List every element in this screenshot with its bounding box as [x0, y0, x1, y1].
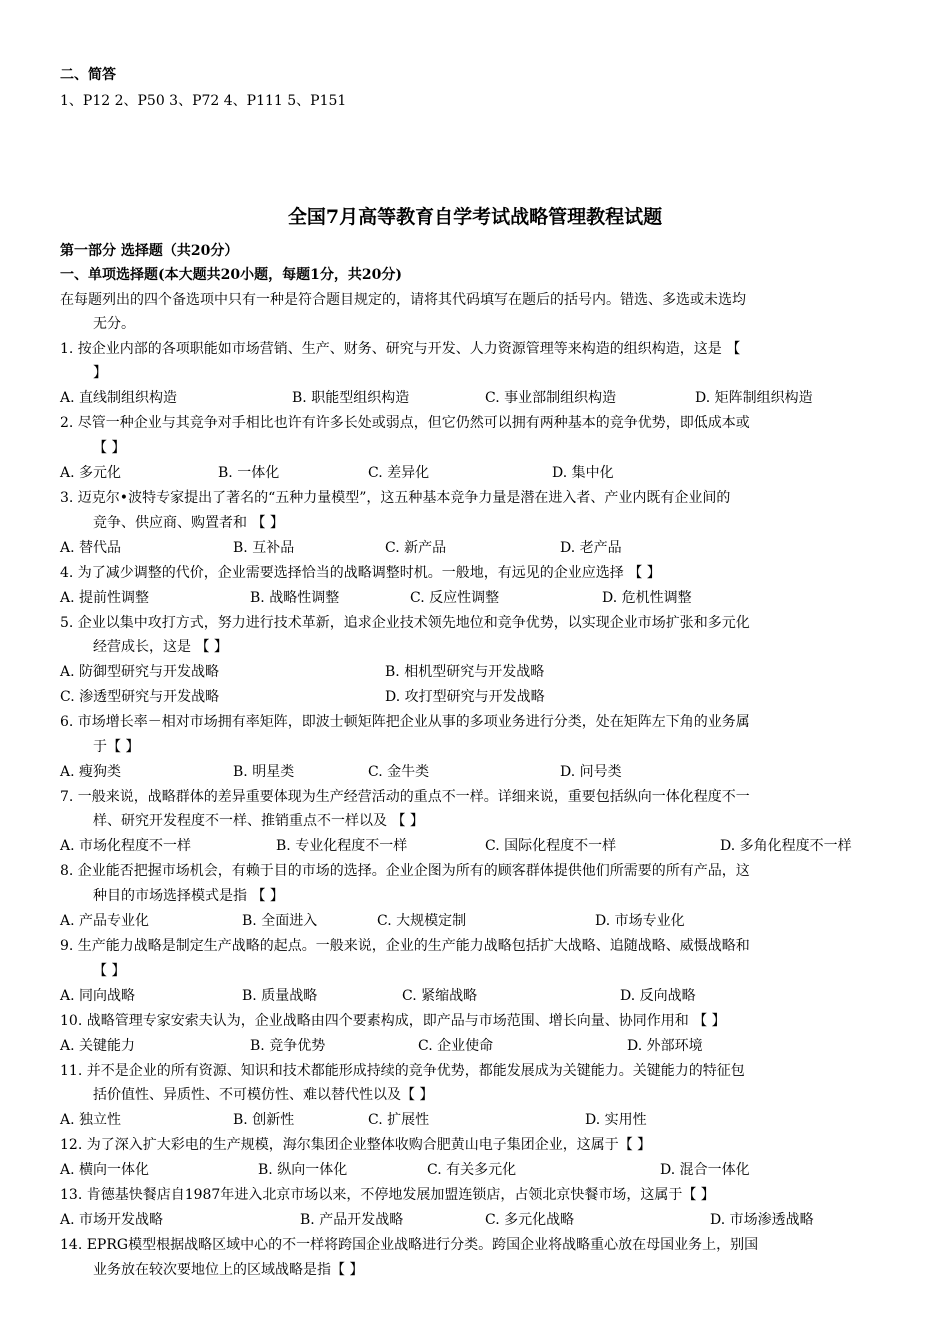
options-row — [60, 537, 910, 559]
option: C. 国际化程度不一样 — [485, 838, 617, 854]
question-line: 【 】 — [93, 963, 126, 979]
question-line: 13. 肯德基快餐店自1987年进入北京市场以来，不停地发展加盟连锁店，占领北京快餐市场，这属于【 】 — [60, 1187, 715, 1203]
question-line: 经营成长，这是 【 】 — [93, 639, 228, 655]
question-line: 业务放在较次要地位上的区域战略是指【 】 — [93, 1262, 364, 1278]
option: B. 竞争优势 — [250, 1038, 326, 1054]
question-line: 】 — [93, 365, 107, 381]
option: A. 横向一体化 — [60, 1162, 150, 1178]
options-row — [60, 587, 910, 609]
option: C. 新产品 — [385, 540, 447, 556]
exam-title: 全国7月高等教育自学考试战略管理教程试题 — [287, 206, 663, 228]
options-row — [60, 1109, 910, 1131]
option: A. 多元化 — [60, 465, 122, 481]
option: A. 关键能力 — [60, 1038, 136, 1054]
option: B. 产品开发战略 — [300, 1212, 404, 1228]
instructions-line: 在每题列出的四个备选项中只有一种是符合题目规定的，请将其代码填写在题后的括号内。错选、多选或未选均 — [60, 292, 746, 308]
option: A. 产品专业化 — [60, 913, 150, 929]
option: B. 纵向一体化 — [258, 1162, 348, 1178]
option: C. 事业部制组织构造 — [485, 390, 617, 406]
question-line: 括价值性、异质性、不可模仿性、难以替代性以及【 】 — [93, 1087, 434, 1103]
option: C. 企业使命 — [418, 1038, 494, 1054]
instructions-line: 无分。 — [93, 316, 135, 332]
option: A. 提前性调整 — [60, 590, 150, 606]
question-line: 于【 】 — [93, 739, 140, 755]
question-line: 种目的市场选择模式是指 【 】 — [93, 888, 284, 904]
question-line: 12. 为了深入扩大彩电的生产规模，海尔集团企业整体收购合肥黄山电子集团企业，这属于【 】 — [60, 1137, 652, 1153]
options-row — [60, 1159, 910, 1181]
option: A. 市场开发战略 — [60, 1212, 164, 1228]
option: D. 外部环境 — [627, 1038, 703, 1054]
question-line: 1. 按企业内部的各项职能如市场营销、生产、财务、研究与开发、人力资源管理等来构造的组织构造，这是 【 — [60, 341, 741, 357]
option: C. 金牛类 — [368, 764, 430, 780]
short-answer-refs: 1、P12 2、P50 3、P72 4、P111 5、P151 — [60, 93, 347, 109]
option: B. 职能型组织构造 — [292, 390, 410, 406]
question-line: 14. EPRG模型根据战略区域中心的不一样将跨国企业战略进行分类。跨国企业将战略重心放在母国业务上，别国 — [60, 1237, 759, 1253]
question-line: 竞争、供应商、购置者和 【 】 — [93, 515, 284, 531]
options-row — [60, 835, 910, 857]
option: B. 创新性 — [233, 1112, 295, 1128]
option: D. 问号类 — [560, 764, 622, 780]
options-row — [60, 1035, 910, 1057]
option: B. 互补品 — [233, 540, 295, 556]
option: C. 紧缩战略 — [402, 988, 478, 1004]
options-row — [60, 985, 910, 1007]
options-row — [60, 686, 910, 708]
options-row — [60, 1209, 910, 1231]
option: B. 专业化程度不一样 — [276, 838, 408, 854]
question-line: 9. 生产能力战略是制定生产战略的起点。一般来说，企业的生产能力战略包括扩大战略、追随战略、威慑战略和 — [60, 938, 750, 954]
question-line: 7. 一般来说，战略群体的差异重要体现为生产经营活动的重点不一样。详细来说，重要包括纵向一体化程度不一 — [60, 789, 750, 805]
option: D. 市场专业化 — [595, 913, 685, 929]
option: B. 全面进入 — [242, 913, 318, 929]
short-answer-heading: 二、简答 — [60, 67, 116, 83]
option: C. 多元化战略 — [485, 1212, 575, 1228]
options-row — [60, 661, 910, 683]
option: D. 实用性 — [585, 1112, 647, 1128]
question-line: 3. 迈克尔•波特专家提出了著名的“五种力量模型”，这五种基本竞争力量是潜在进入者、产业内既有企业间的 — [60, 490, 731, 506]
question-line: 5. 企业以集中攻打方式，努力进行技术革新，追求企业技术领先地位和竞争优势，以实现企业市场扩张和多元化 — [60, 615, 750, 631]
option: A. 替代品 — [60, 540, 122, 556]
question-line: 10. 战略管理专家安索夫认为，企业战略由四个要素构成，即产品与市场范围、增长向量、协同作用和 【 】 — [60, 1013, 726, 1029]
option: B. 相机型研究与开发战略 — [385, 664, 545, 680]
option: B. 质量战略 — [242, 988, 318, 1004]
option: D. 多角化程度不一样 — [720, 838, 852, 854]
section-heading: 一、单项选择题(本大题共20小题，每题1分，共20分) — [60, 267, 402, 283]
option: D. 危机性调整 — [602, 590, 692, 606]
option: C. 反应性调整 — [410, 590, 500, 606]
option: C. 有关多元化 — [427, 1162, 517, 1178]
option: A. 瘦狗类 — [60, 764, 122, 780]
question-line: 4. 为了减少调整的代价，企业需要选择恰当的战略调整时机。一般地，有远见的企业应选择 【 】 — [60, 565, 661, 581]
part-heading: 第一部分 选择题（共20分） — [60, 243, 239, 259]
option: A. 独立性 — [60, 1112, 122, 1128]
option: A. 同向战略 — [60, 988, 136, 1004]
option: D. 混合一体化 — [660, 1162, 750, 1178]
question-line: 样、研究开发程度不一样、推销重点不一样以及 【 】 — [93, 813, 424, 829]
option: A. 直线制组织构造 — [60, 390, 178, 406]
option: C. 渗透型研究与开发战略 — [60, 689, 220, 705]
question-line: 【 】 — [93, 440, 126, 456]
question-line: 2. 尽管一种企业与其竞争对手相比也许有许多长处或弱点，但它仍然可以拥有两种基本的竞争优势，即低成本或 — [60, 415, 750, 431]
option: A. 市场化程度不一样 — [60, 838, 192, 854]
option: B. 战略性调整 — [250, 590, 340, 606]
question-line: 8. 企业能否把握市场机会，有赖于目的市场的选择。企业企图为所有的顾客群体提供他们所需要的所有产品，这 — [60, 863, 750, 879]
option: B. 一体化 — [218, 465, 280, 481]
question-line: 11. 并不是企业的所有资源、知识和技术都能形成持续的竞争优势，都能发展成为关键能力。关键能力的特征包 — [60, 1063, 745, 1079]
options-row — [60, 462, 910, 484]
option: C. 差异化 — [368, 465, 430, 481]
option: C. 扩展性 — [368, 1112, 430, 1128]
options-row — [60, 387, 910, 409]
options-row — [60, 761, 910, 783]
options-row — [60, 910, 910, 932]
question-line: 6. 市场增长率－相对市场拥有率矩阵，即波士顿矩阵把企业从事的多项业务进行分类，处在矩阵左下角的业务属 — [60, 714, 750, 730]
option: D. 集中化 — [552, 465, 614, 481]
option: D. 市场渗透战略 — [710, 1212, 814, 1228]
option: C. 大规模定制 — [377, 913, 467, 929]
option: D. 老产品 — [560, 540, 622, 556]
option: D. 矩阵制组织构造 — [695, 390, 813, 406]
option: A. 防御型研究与开发战略 — [60, 664, 220, 680]
option: D. 反向战略 — [620, 988, 696, 1004]
option: D. 攻打型研究与开发战略 — [385, 689, 545, 705]
option: B. 明星类 — [233, 764, 295, 780]
